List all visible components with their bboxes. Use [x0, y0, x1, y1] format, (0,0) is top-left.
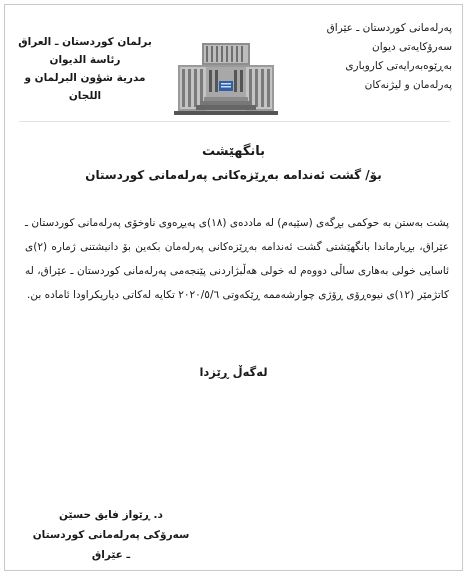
signatory-position: سەرۆکی پەرلەمانی کوردستان ـ عێراق: [32, 529, 190, 561]
document-body: [25, 211, 449, 307]
document-title: بانگهێشت: [201, 144, 266, 159]
header-arabic-line-3: مدرية شؤون البرلمان و اللجان: [24, 72, 146, 102]
header-kurdish: [262, 19, 452, 95]
closing-regards: لەگەڵ ڕێزدا: [199, 365, 268, 379]
document-page: [4, 4, 463, 571]
body-paragraph: پشت بەستن بە حوکمی بڕگەی (سێیەم) لە ماددەی (١٨)ی پەیڕەوی ناوخۆی پەرلەمانی کوردستان ـ عێراق، بڕیارماندا بانگهێشتی گشت ئەندامە بەڕێزەکانی پەرلەمان بکەین بۆ دانیشتنی ژمارە (٢)ی ئاسایی خولی بەهاری ساڵی دووەم لە خولی هەڵبژاردنی پێنجەمی پەرلەمانی کوردستان ـ عێراق، لە کاتژمێر (١٢)ی نیوەڕۆی ڕۆژی چوارشەممە ڕێکەوتی ٢٠٢٠/٥/٦ تکایە لەکاتی دیاریکراودا ئامادە بن.: [25, 217, 449, 301]
header-divider: [19, 121, 450, 122]
header-arabic-line-1: برلمان كوردستان ـ العراق: [18, 36, 152, 48]
header-kurdish-line-1: پەرلەمانی کوردستان ـ عێراق: [326, 22, 452, 34]
signature-block: [31, 505, 191, 565]
signatory-name: د. ڕێواز فایق حسێن: [59, 509, 163, 521]
document-addressee: بۆ/ گشت ئەندامە بەڕێزەکانی پەرلەمانی کوردستان: [85, 168, 382, 182]
header-arabic-line-2: رئاسة الديوان: [49, 54, 121, 66]
parliament-building-icon: [174, 41, 278, 117]
header-kurdish-line-3: بەڕێوەبەرایەتی کاروباری: [345, 60, 452, 72]
header-kurdish-line-4: پەرلەمان و لیژنەکان: [364, 79, 452, 91]
header-arabic: [15, 33, 155, 105]
header-kurdish-line-2: سەرۆکایەتی دیوان: [372, 41, 452, 53]
